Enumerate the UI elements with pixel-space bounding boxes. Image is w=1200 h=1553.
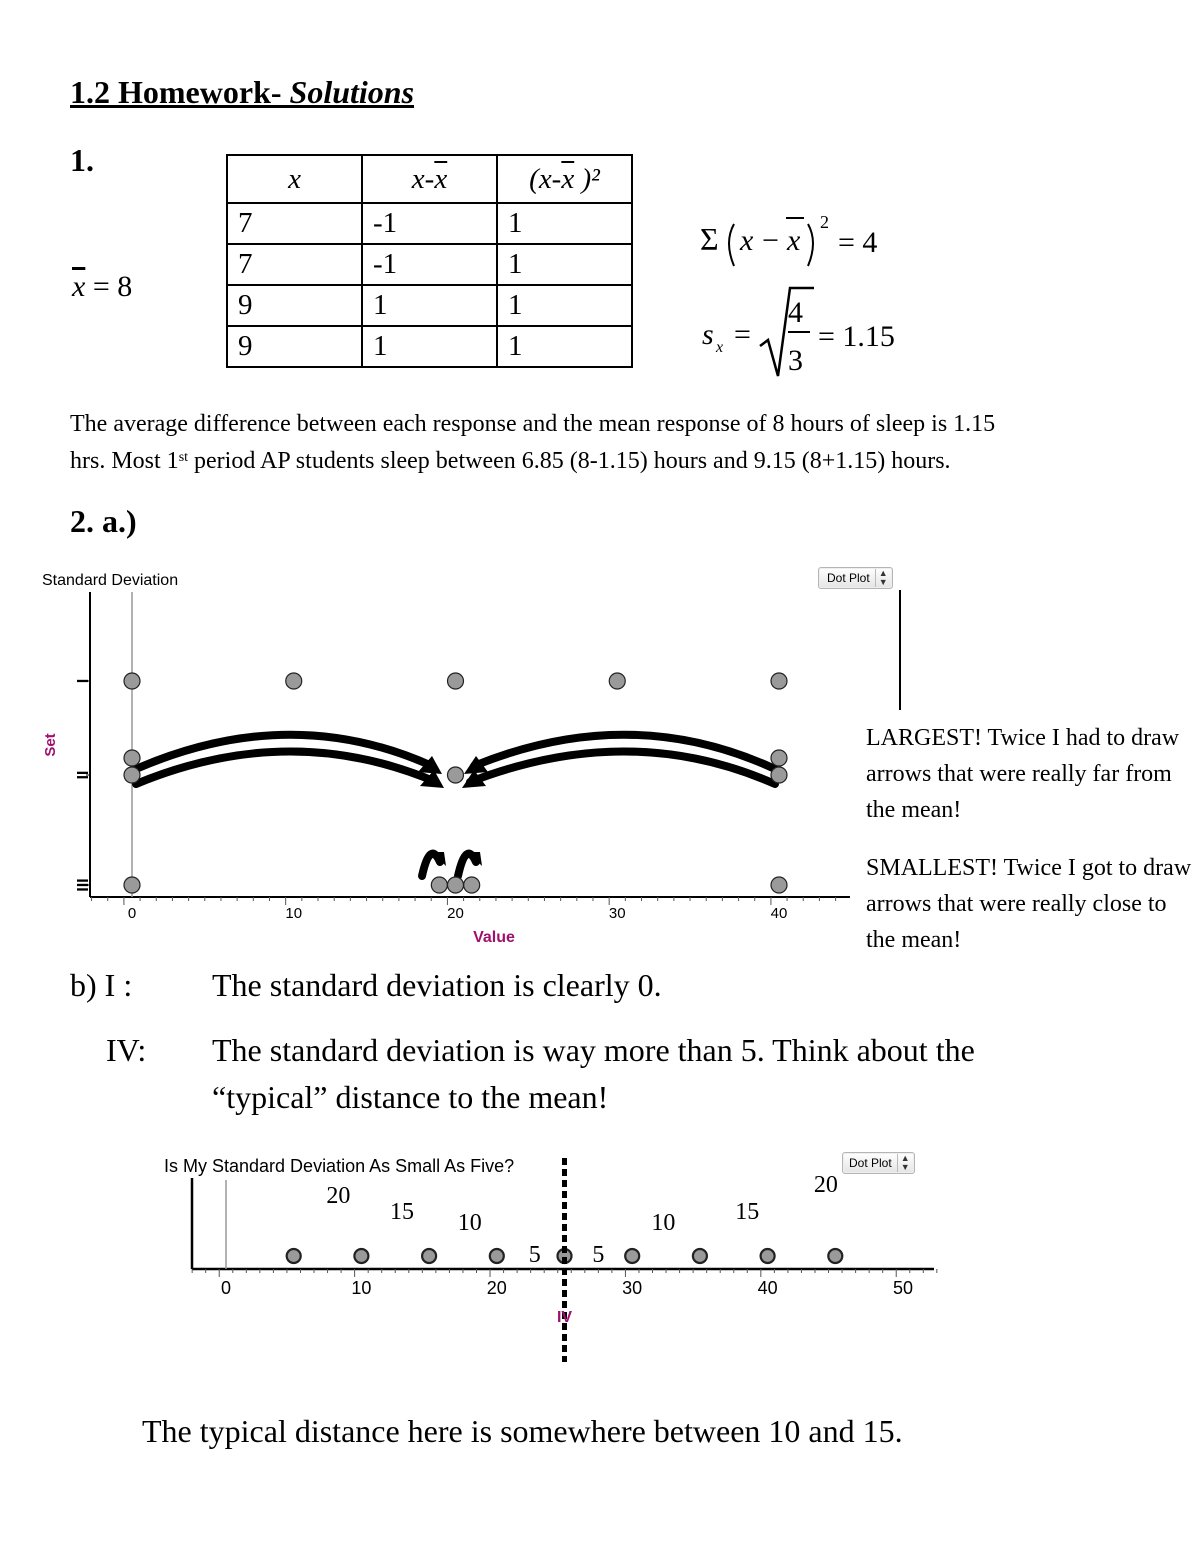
- mean-value: = 8: [92, 270, 133, 303]
- data-point: [693, 1249, 707, 1263]
- data-point: [490, 1249, 504, 1263]
- distance-annotation: 15: [390, 1199, 415, 1225]
- sd-formula: [700, 284, 920, 380]
- x-symbol: x: [740, 224, 754, 257]
- minus-symbol: −: [762, 224, 779, 257]
- mean-equation: [72, 270, 132, 304]
- data-point: [286, 673, 302, 689]
- x-tick-label: 30: [622, 1278, 643, 1298]
- category-label: IV: [556, 1309, 573, 1326]
- x-tick-label: 50: [892, 1278, 914, 1298]
- header-x: x: [227, 155, 362, 203]
- arrow-shaft: [470, 751, 775, 784]
- data-point: [828, 1249, 842, 1263]
- table-cell: 1: [497, 326, 632, 367]
- dropdown-arrows-icon-2: ▲ ▼: [897, 1154, 910, 1172]
- data-point: [761, 1249, 775, 1263]
- sum-result: = 4: [838, 226, 878, 259]
- s-symbol: s: [702, 318, 714, 351]
- chart-1-title: Standard Deviation: [42, 572, 179, 589]
- data-point: [464, 877, 480, 893]
- dropdown-arrows-icon: ▲ ▼: [875, 569, 888, 587]
- data-point: [625, 1249, 639, 1263]
- data-point: [771, 673, 787, 689]
- category-label: I: [73, 678, 90, 684]
- x-tick-label: 20: [447, 905, 464, 922]
- mean-symbol: $\overline{x}$: [72, 270, 86, 303]
- data-point: [448, 767, 464, 783]
- data-point: [124, 673, 140, 689]
- equals-symbol: =: [734, 318, 751, 351]
- explanation-line-1: The average difference between each response and the mean response of 8 hours of sleep is 1.15: [70, 411, 996, 437]
- category-label: III: [73, 878, 90, 892]
- title-italic: Solutions: [289, 74, 415, 110]
- x-tick-label: 10: [351, 1278, 372, 1298]
- iv-label: IV:: [106, 1032, 147, 1068]
- plot-type-dropdown-2[interactable]: [842, 1152, 915, 1174]
- data-point: [422, 1249, 436, 1263]
- data-point: [771, 750, 787, 766]
- data-point: [448, 877, 464, 893]
- table-cell: 7: [227, 203, 362, 244]
- deviation-table: [226, 154, 633, 368]
- smallest-note: SMALLEST! Twice I got to draw arrows that were really close to the mean!: [866, 855, 1192, 953]
- x-tick-label: 20: [486, 1278, 507, 1298]
- data-point: [609, 673, 625, 689]
- data-point: [124, 750, 140, 766]
- x-tick-label: 40: [757, 1278, 778, 1298]
- table-cell: 1: [362, 326, 497, 367]
- b-label: b) I :: [70, 967, 133, 1003]
- data-point: [771, 877, 787, 893]
- explanation-superscript: st: [178, 450, 189, 465]
- data-point: [124, 877, 140, 893]
- table-row: [227, 285, 632, 326]
- data-point: [431, 877, 447, 893]
- sd-result: = 1.15: [818, 320, 895, 353]
- plot-edge-line: [899, 590, 901, 710]
- table-cell: 1: [497, 203, 632, 244]
- fraction-numerator: 4: [788, 296, 803, 329]
- x-tick-label: 0: [127, 905, 137, 922]
- chart-2-title: Is My Standard Deviation As Small As Five?: [164, 1156, 515, 1176]
- iv-answer-line-2: “typical” distance to the mean!: [212, 1079, 609, 1115]
- distance-annotation: 5: [592, 1242, 605, 1268]
- data-point: [124, 767, 140, 783]
- data-point: [354, 1249, 368, 1263]
- arrow-shaft: [136, 751, 436, 784]
- page-title: [70, 74, 414, 111]
- sd-dot-plot: [0, 560, 860, 960]
- problem-1-number: 1.: [70, 142, 94, 178]
- explanation-line-2b: period AP students sleep between 6.85 (8-1.15) hours and 9.15 (8+1.15) hours.: [188, 448, 951, 474]
- table-header-row: [227, 155, 632, 203]
- table-row: [227, 326, 632, 367]
- plot-type-dropdown[interactable]: [818, 567, 893, 589]
- header-squared-deviation: ($x-\overline{x}$ )²: [497, 155, 632, 203]
- data-point: [448, 673, 464, 689]
- problem-2a-label: 2. a.): [70, 503, 137, 539]
- table-cell: 1: [497, 285, 632, 326]
- x-tick-label: 30: [608, 905, 626, 922]
- dropdown-label: Dot Plot: [827, 571, 870, 585]
- table-cell: 7: [227, 244, 362, 285]
- distance-annotation: 10: [457, 1210, 482, 1236]
- x-tick-label: 0: [220, 1278, 232, 1298]
- sd-five-dot-plot: [150, 1140, 950, 1370]
- largest-note: LARGEST! Twice I had to draw arrows that were really far from the mean!: [866, 725, 1180, 823]
- exponent: 2: [820, 212, 829, 232]
- xbar-symbol: x: [787, 224, 801, 257]
- iv-answer-line-1: The standard deviation is way more than 5. Think about the: [212, 1032, 975, 1068]
- explanation-paragraph: [70, 406, 1160, 480]
- dropdown-label-2: Dot Plot: [849, 1156, 892, 1170]
- deviation-arrows: [136, 735, 775, 876]
- table-cell: 9: [227, 285, 362, 326]
- header-x-minus-mean: $x-\overline{x}$: [362, 155, 497, 203]
- table-cell: -1: [362, 203, 497, 244]
- category-label: II: [73, 770, 90, 780]
- fraction-denominator: 3: [788, 344, 803, 377]
- s-subscript: x: [716, 339, 724, 356]
- title-main: 1.2 Homework-: [70, 74, 282, 110]
- table-cell: -1: [362, 244, 497, 285]
- table-cell: 1: [497, 244, 632, 285]
- sum-squares-formula: [696, 208, 916, 278]
- x-tick-label: 40: [770, 905, 788, 922]
- table-row: [227, 244, 632, 285]
- distance-annotation: 20: [326, 1183, 351, 1209]
- distance-annotation: 10: [651, 1210, 676, 1236]
- sigma-symbol: Σ: [700, 221, 719, 257]
- data-point: [771, 767, 787, 783]
- distance-annotation: 20: [813, 1172, 838, 1198]
- conclusion: The typical distance here is somewhere between 10 and 15.: [142, 1413, 903, 1449]
- distance-annotation: 5: [528, 1242, 541, 1268]
- x-tick-label: 10: [285, 905, 303, 922]
- table-cell: 9: [227, 326, 362, 367]
- table-cell: 1: [362, 285, 497, 326]
- b-answer: The standard deviation is clearly 0.: [212, 967, 662, 1003]
- distance-annotation: 15: [735, 1199, 760, 1225]
- explanation-line-2a: hrs. Most 1: [70, 448, 179, 474]
- chart-1-ylabel: Set: [42, 733, 59, 757]
- chart-1-xlabel: Value: [473, 929, 515, 946]
- data-point: [287, 1249, 301, 1263]
- table-row: [227, 203, 632, 244]
